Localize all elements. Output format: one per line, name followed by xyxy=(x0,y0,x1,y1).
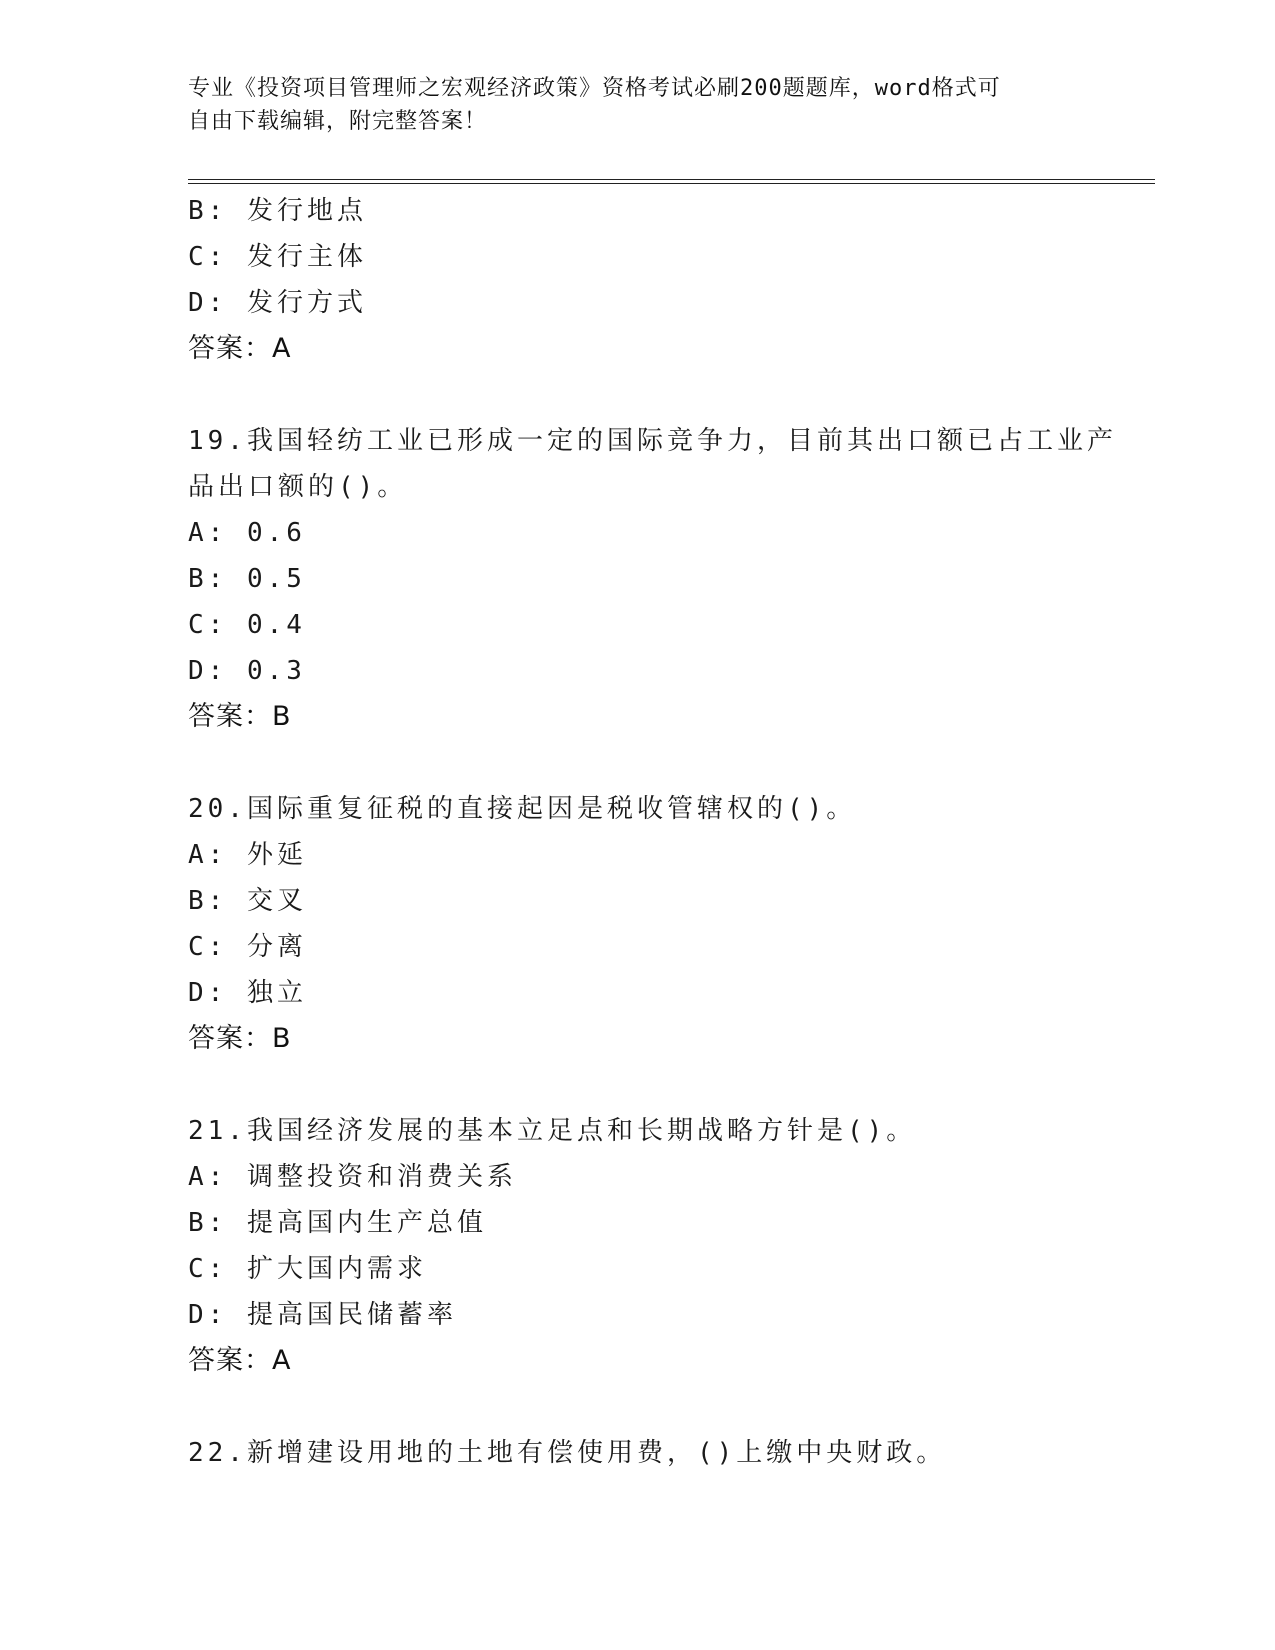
spacer xyxy=(188,1062,1148,1108)
option-c: C: 发行主体 xyxy=(188,242,367,272)
option-d: D: 独立 xyxy=(188,978,307,1008)
document-header xyxy=(188,72,1088,138)
question-stem: 21.我国经济发展的基本立足点和长期战略方针是()。 xyxy=(188,1116,917,1146)
answer: 答案：A xyxy=(188,1345,292,1376)
option-d: D: 0.3 xyxy=(188,656,306,686)
option-c: C: 0.4 xyxy=(188,610,306,640)
option-b: B: 0.5 xyxy=(188,564,306,594)
question-21 xyxy=(188,1108,1148,1384)
spacer xyxy=(188,1384,1148,1430)
spacer xyxy=(188,372,1148,418)
option-b: B: 交叉 xyxy=(188,886,307,916)
question-stem: 19.我国轻纺工业已形成一定的国际竞争力，目前其出口额已占工业产 xyxy=(188,426,1117,456)
header-title-line-2: 自由下载编辑，附完整答案！ xyxy=(188,109,488,134)
option-c: C: 扩大国内需求 xyxy=(188,1254,427,1284)
spacer xyxy=(188,740,1148,786)
option-a: A: 0.6 xyxy=(188,518,306,548)
option-b: B: 发行地点 xyxy=(188,196,367,226)
header-title-line-1: 专业《投资项目管理师之宏观经济政策》资格考试必刷200题题库，word格式可 xyxy=(188,76,1001,101)
option-b: B: 提高国内生产总值 xyxy=(188,1208,487,1238)
question-19 xyxy=(188,418,1148,740)
option-a: A: 调整投资和消费关系 xyxy=(188,1162,517,1192)
answer: 答案：A xyxy=(188,333,292,364)
option-c: C: 分离 xyxy=(188,932,307,962)
question-18-continued xyxy=(188,188,1148,372)
question-20 xyxy=(188,786,1148,1062)
question-stem: 22.新增建设用地的土地有偿使用费，()上缴中央财政。 xyxy=(188,1438,947,1468)
question-stem: 20.国际重复征税的直接起因是税收管辖权的()。 xyxy=(188,794,857,824)
option-d: D: 发行方式 xyxy=(188,288,367,318)
answer: 答案：B xyxy=(188,1023,292,1054)
option-a: A: 外延 xyxy=(188,840,307,870)
answer: 答案：B xyxy=(188,701,292,732)
question-22 xyxy=(188,1430,1148,1476)
question-stem-continued: 品出口额的()。 xyxy=(188,472,408,502)
header-rule-bottom xyxy=(188,183,1155,184)
header-rule-top xyxy=(188,179,1155,180)
question-list xyxy=(188,188,1148,1476)
option-d: D: 提高国民储蓄率 xyxy=(188,1300,457,1330)
